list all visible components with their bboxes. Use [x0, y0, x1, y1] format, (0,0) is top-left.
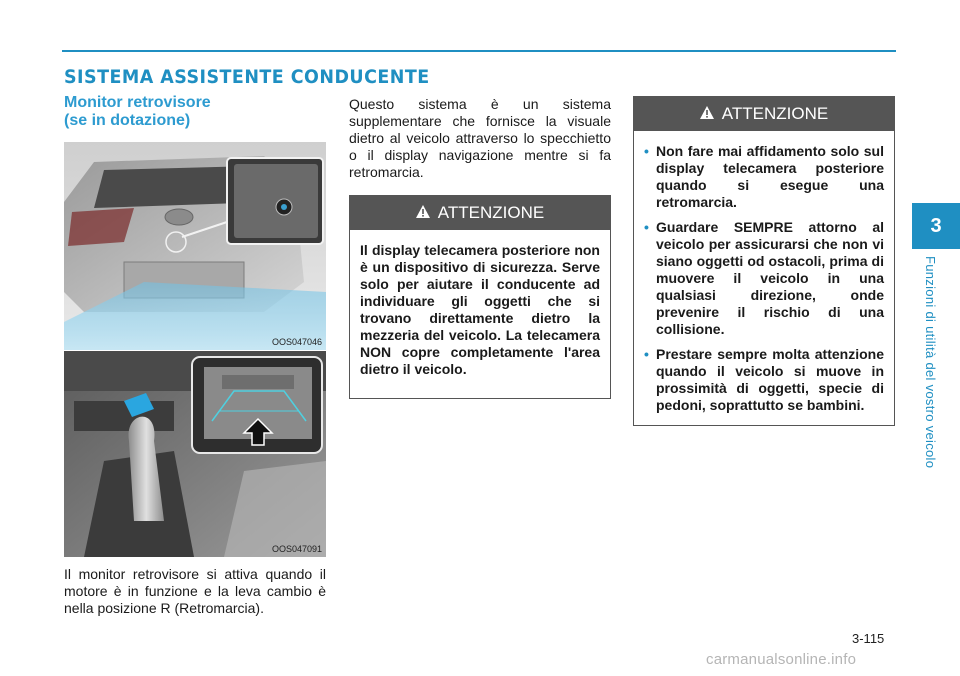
rear-camera-illustration	[64, 142, 326, 350]
side-label: Funzioni di utilità del vostro veicolo	[923, 256, 938, 469]
warning-header	[634, 97, 894, 131]
gear-display-illustration	[64, 351, 326, 557]
figure-code: OOS047046	[271, 337, 322, 347]
watermark: carmanualsonline.info	[706, 651, 857, 668]
bullet-icon: •	[644, 346, 649, 362]
col2-paragraph: Questo sistema è un sistema supplementare che fornisce la visuale dietro al veicolo attraverso lo specchietto o il display navigazione mentre si fa retromarcia.	[349, 96, 611, 180]
warning-text: Il display telecamera posteriore non è un dispositivo di sicurezza. Serve solo per aiutare il conducente ad individuare gli oggetti che si trovano direttamente dietro la mezzeria del veicolo. La telecamera NON copre completamente l'area dietro il veicolo.	[360, 242, 600, 377]
list-item: • Prestare sempre molta attenzione quando il veicolo si muove in prossimità di oggetti, specie di pedoni, soprattutto se bambini.	[644, 346, 884, 413]
warning-triangle-icon	[416, 203, 430, 223]
col1-paragraph: Il monitor retrovisore si attiva quando il motore è in funzione e la leva cambio è nella posizione R (Retromarcia).	[64, 566, 326, 616]
figure-code: OOS047091	[271, 544, 322, 554]
chapter-tab: 3	[912, 203, 960, 249]
bullet-icon: •	[644, 143, 649, 159]
figure-gear-display	[64, 351, 326, 557]
warning-title: ATTENZIONE	[721, 104, 829, 123]
warning-list	[644, 143, 884, 414]
list-item: • Non fare mai affidamento solo sul display telecamera posteriore quando si esegue una retromarcia.	[644, 143, 884, 210]
list-item: • Guardare SEMPRE attorno al veicolo per assicurarsi che non vi siano oggetti od ostacoli, prima di muovere il veicolo in una qualsiasi direzione, onde prevenire il rischio di una collisione.	[644, 219, 884, 337]
warning-title: ATTENZIONE	[437, 203, 545, 222]
warning-header	[350, 196, 610, 230]
warning-box-reversing	[633, 96, 895, 426]
warning-box-camera	[349, 195, 611, 399]
figure-rear-camera	[64, 142, 326, 350]
bullet-icon: •	[644, 219, 649, 235]
subheading: Monitor retrovisore (se in dotazione)	[64, 94, 211, 129]
page-number: 3-115	[852, 631, 885, 646]
warning-list-body	[634, 131, 894, 432]
top-rule	[62, 50, 896, 52]
section-title: SISTEMA ASSISTENTE CONDUCENTE	[64, 66, 430, 88]
warning-triangle-icon	[700, 104, 714, 124]
